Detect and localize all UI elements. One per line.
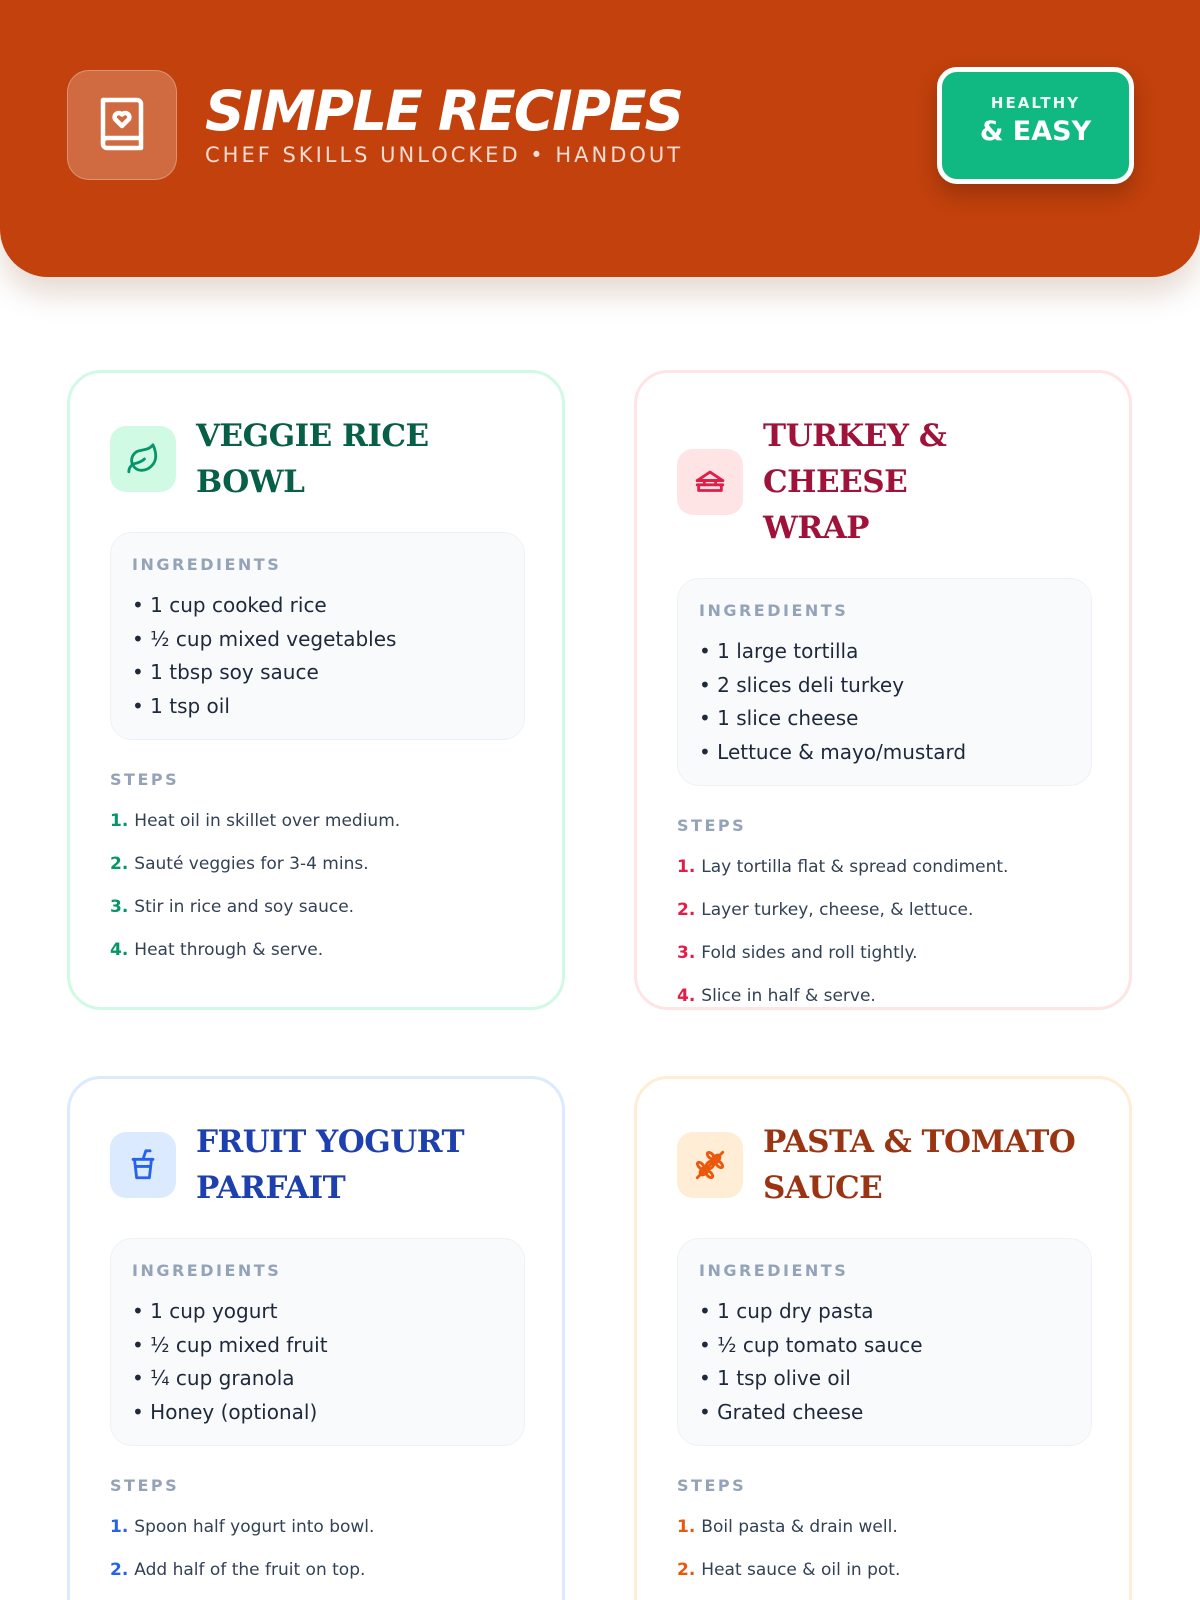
steps-label: STEPS bbox=[110, 1476, 180, 1495]
step-number: 4. bbox=[677, 986, 696, 1006]
step-number: 2. bbox=[110, 854, 129, 874]
logo bbox=[67, 70, 177, 180]
recipe-title: VEGGIE RICE BOWL bbox=[196, 418, 429, 500]
ingredient-item: • 1 slice cheese bbox=[699, 702, 1071, 736]
ingredients-label: INGREDIENTS bbox=[132, 1261, 282, 1280]
ingredients-box bbox=[110, 1238, 525, 1446]
steps-label: STEPS bbox=[677, 816, 747, 835]
step-item bbox=[677, 1559, 1092, 1581]
step-item bbox=[110, 939, 525, 961]
steps-list bbox=[677, 856, 1092, 1007]
ingredient-item: • ¼ cup granola bbox=[132, 1362, 504, 1396]
step-text: Add half of the fruit on top. bbox=[134, 1560, 366, 1580]
step-number: 2. bbox=[677, 1560, 696, 1580]
ingredient-item: • Grated cheese bbox=[699, 1396, 1071, 1430]
recipe-icon-box bbox=[677, 449, 743, 515]
step-text: Heat through & serve. bbox=[134, 940, 324, 960]
step-text: Layer turkey, cheese, & lettuce. bbox=[701, 900, 974, 920]
ingredient-item: • 1 cup cooked rice bbox=[132, 589, 504, 623]
cup-icon bbox=[126, 1148, 160, 1182]
step-number: 3. bbox=[677, 943, 696, 963]
sandwich-icon bbox=[693, 465, 727, 499]
recipe-icon-box bbox=[110, 426, 176, 492]
ingredient-item: • Honey (optional) bbox=[132, 1396, 504, 1430]
ingredient-item: • ½ cup tomato sauce bbox=[699, 1329, 1071, 1363]
ingredients-label: INGREDIENTS bbox=[132, 555, 282, 574]
steps-list bbox=[677, 1516, 1092, 1581]
step-number: 1. bbox=[677, 1517, 696, 1537]
recipe-card-header bbox=[677, 1119, 1092, 1211]
step-item bbox=[110, 1559, 525, 1581]
step-text: Boil pasta & drain well. bbox=[701, 1517, 898, 1537]
recipe-card-header bbox=[110, 413, 525, 505]
step-text: Sauté veggies for 3-4 mins. bbox=[134, 854, 369, 874]
step-item bbox=[110, 810, 525, 832]
recipe-icon-box bbox=[110, 1132, 176, 1198]
steps-label: STEPS bbox=[110, 770, 180, 789]
wheat-icon bbox=[693, 1148, 727, 1182]
step-text: Slice in half & serve. bbox=[701, 986, 876, 1006]
ingredient-item: • 1 tsp olive oil bbox=[699, 1362, 1071, 1396]
recipe-card-veggie-rice-bowl bbox=[67, 370, 565, 1010]
step-item bbox=[677, 899, 1092, 921]
step-number: 1. bbox=[677, 857, 696, 877]
ingredient-item: • 1 tsp oil bbox=[132, 690, 504, 724]
step-text: Fold sides and roll tightly. bbox=[701, 943, 918, 963]
leaf-icon bbox=[126, 442, 160, 476]
ingredient-item: • 1 tbsp soy sauce bbox=[132, 656, 504, 690]
step-text: Heat oil in skillet over medium. bbox=[134, 811, 401, 831]
recipe-card-header bbox=[110, 1119, 525, 1211]
ingredient-item: • Lettuce & mayo/mustard bbox=[699, 736, 1071, 770]
healthy-easy-badge bbox=[937, 67, 1134, 184]
ingredients-box bbox=[677, 1238, 1092, 1446]
ingredient-item: • 1 cup yogurt bbox=[132, 1295, 504, 1329]
ingredient-item: • 1 cup dry pasta bbox=[699, 1295, 1071, 1329]
step-item bbox=[677, 985, 1092, 1007]
ingredients-box bbox=[677, 578, 1092, 786]
ingredient-item: • 1 large tortilla bbox=[699, 635, 1071, 669]
step-text: Heat sauce & oil in pot. bbox=[701, 1560, 901, 1580]
steps-list bbox=[110, 1516, 525, 1581]
ingredients-list bbox=[132, 589, 504, 723]
step-text: Stir in rice and soy sauce. bbox=[134, 897, 355, 917]
step-number: 2. bbox=[110, 1560, 129, 1580]
recipe-title: FRUIT YOGURT PARFAIT bbox=[196, 1124, 465, 1206]
ingredients-label: INGREDIENTS bbox=[699, 601, 849, 620]
ingredients-label: INGREDIENTS bbox=[699, 1261, 849, 1280]
ingredients-list bbox=[699, 1295, 1071, 1429]
badge-main-text: & EASY bbox=[979, 116, 1092, 147]
page-header bbox=[0, 0, 1200, 277]
recipe-title: TURKEY & CHEESE WRAP bbox=[763, 418, 947, 546]
step-item bbox=[677, 1516, 1092, 1538]
steps-label: STEPS bbox=[677, 1476, 747, 1495]
recipe-card-pasta-tomato-sauce bbox=[634, 1076, 1132, 1600]
recipe-title: PASTA & TOMATO SAUCE bbox=[763, 1124, 1076, 1206]
ingredient-item: • ½ cup mixed vegetables bbox=[132, 623, 504, 657]
step-number: 3. bbox=[110, 897, 129, 917]
step-item bbox=[677, 856, 1092, 878]
steps-list bbox=[110, 810, 525, 961]
ingredients-list bbox=[699, 635, 1071, 769]
recipe-icon-box bbox=[677, 1132, 743, 1198]
ingredient-item: • 2 slices deli turkey bbox=[699, 669, 1071, 703]
ingredient-item: • ½ cup mixed fruit bbox=[132, 1329, 504, 1363]
step-item bbox=[110, 853, 525, 875]
recipe-card-header bbox=[677, 413, 1092, 551]
step-number: 4. bbox=[110, 940, 129, 960]
page-title: SIMPLE RECIPES bbox=[205, 79, 683, 143]
step-text: Spoon half yogurt into bowl. bbox=[134, 1517, 375, 1537]
step-text: Lay tortilla flat & spread condiment. bbox=[701, 857, 1009, 877]
step-item bbox=[677, 942, 1092, 964]
step-item bbox=[110, 1516, 525, 1538]
ingredients-list bbox=[132, 1295, 504, 1429]
badge-top-text: HEALTHY bbox=[990, 94, 1081, 112]
recipe-card-fruit-yogurt-parfait bbox=[67, 1076, 565, 1600]
step-item bbox=[110, 896, 525, 918]
step-number: 2. bbox=[677, 900, 696, 920]
recipe-book-heart-icon bbox=[95, 94, 149, 156]
page-subtitle: CHEF SKILLS UNLOCKED • HANDOUT bbox=[205, 143, 684, 167]
step-number: 1. bbox=[110, 811, 129, 831]
recipe-card-turkey-cheese-wrap bbox=[634, 370, 1132, 1010]
step-number: 1. bbox=[110, 1517, 129, 1537]
ingredients-box bbox=[110, 532, 525, 740]
